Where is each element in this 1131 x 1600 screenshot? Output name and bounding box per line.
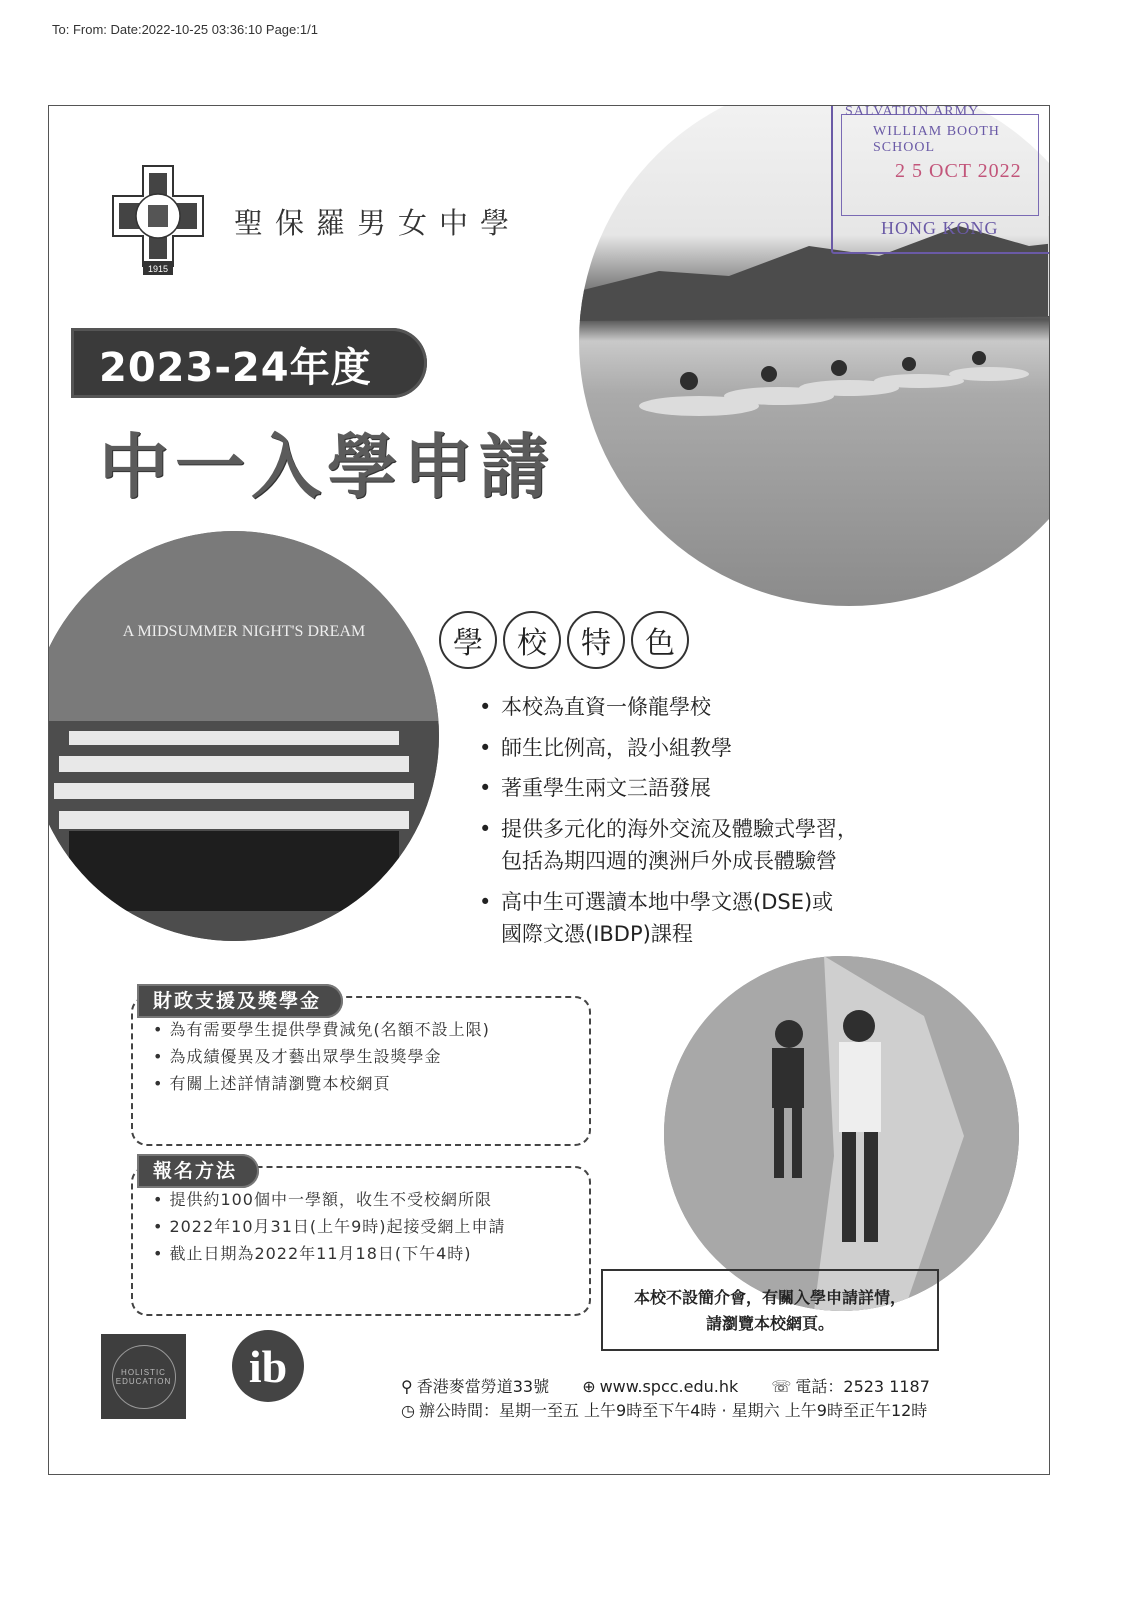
school-crest-logo [103, 161, 213, 281]
flyer [48, 105, 1050, 1475]
application-heading: 報名方法 [137, 1154, 259, 1188]
choir-photo [48, 531, 439, 941]
stamp-line-2: WILLIAM BOOTH SCHOOL [873, 124, 1000, 155]
features-heading-char: 校 [503, 611, 561, 669]
contact-row-1 [401, 1374, 958, 1397]
feature-item: • 本校為直資一條龍學校 [479, 691, 1019, 724]
application-item: • 截止日期為2022年11月18日(下午4時) [153, 1240, 573, 1267]
features-list [479, 691, 1019, 959]
stamp-line-1: SALVATION ARMY [845, 105, 980, 119]
location-pin-icon: ⚲ [401, 1377, 413, 1396]
finance-item: • 有關上述詳情請瀏覽本校網頁 [153, 1070, 573, 1097]
holistic-education-logo: HOLISTIC EDUCATION [101, 1334, 186, 1419]
finance-box [131, 996, 591, 1146]
features-heading-char: 色 [631, 611, 689, 669]
features-heading [439, 611, 689, 669]
finance-item: • 為有需要學生提供學費減免(名額不設上限) [153, 1016, 573, 1043]
climbing-photo [664, 956, 1019, 1311]
phone-icon: ☏ [771, 1377, 792, 1396]
school-name: 聖保羅男女中學 [234, 206, 522, 240]
feature-item: • 高中生可選讀本地中學文憑(DSE)或 國際文憑(IBDP)課程 [479, 886, 1019, 951]
finance-item: • 為成績優異及才藝出眾學生設獎學金 [153, 1043, 573, 1070]
ib-logo: ib [232, 1330, 304, 1402]
received-date-stamp [831, 105, 1050, 254]
features-heading-char: 學 [439, 611, 497, 669]
clock-icon: ◷ [401, 1401, 415, 1420]
globe-icon: ⊕ [582, 1377, 596, 1396]
fax-header: To: From: Date:2022-10-25 03:36:10 Page:1/1 [52, 22, 318, 37]
choir-photo-caption: A MIDSUMMER NIGHT'S DREAM [122, 623, 366, 640]
office-hours: 辦公時間：星期一至五 上午9時至下午4時 · 星期六 上午9時至正午12時 [418, 1401, 928, 1420]
svg-text:1915: 1915 [147, 264, 169, 274]
page-title: 中一入學申請 [99, 426, 555, 508]
feature-item: • 師生比例高，設小組教學 [479, 732, 1019, 765]
application-item: • 提供約100個中一學額，收生不受校網所限 [153, 1186, 573, 1213]
info-session-note: 本校不設簡介會，有關入學申請詳情， 請瀏覽本校網頁。 [601, 1269, 939, 1351]
year-label: 2023-24年度 [99, 345, 372, 391]
website-link[interactable]: www.spcc.edu.hk [599, 1377, 739, 1396]
finance-heading: 財政支援及獎學金 [137, 984, 343, 1018]
stamp-date: 2 5 OCT 2022 [895, 160, 1022, 182]
application-box [131, 1166, 591, 1316]
feature-item: • 提供多元化的海外交流及體驗式學習， 包括為期四週的澳洲戶外成長體驗營 [479, 813, 1019, 878]
features-heading-char: 特 [567, 611, 625, 669]
feature-item: • 著重學生兩文三語發展 [479, 772, 1019, 805]
contact-row-2 [401, 1398, 955, 1421]
address: 香港麥當勞道33號 [416, 1377, 550, 1396]
phone-number: 電話：2523 1187 [795, 1377, 930, 1396]
application-item: • 2022年10月31日(上午9時)起接受網上申請 [153, 1213, 573, 1240]
stamp-line-3: HONG KONG [881, 218, 999, 238]
